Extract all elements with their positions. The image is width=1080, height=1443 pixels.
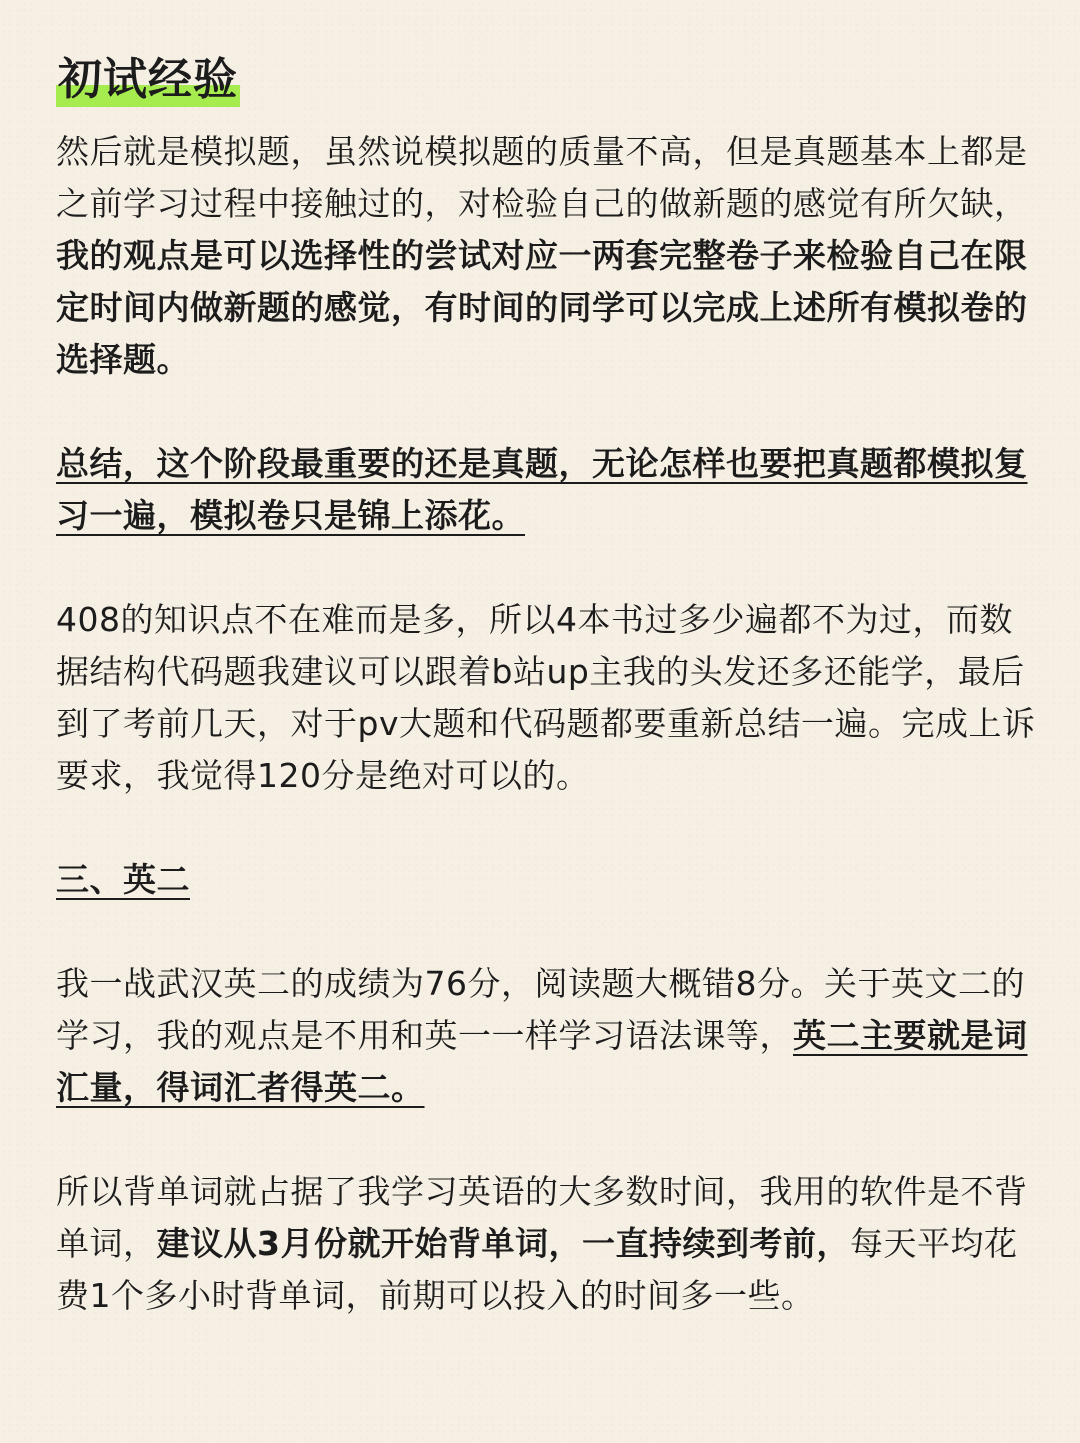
spacer	[56, 802, 1044, 854]
paragraph-bold-underline-text: 英二主要就是词汇量，得词汇者得英二。	[56, 1016, 1028, 1107]
paragraph-summary	[56, 438, 1044, 542]
paragraph-text: 408的知识点不在难而是多，所以4本书过多少遍都不为过，而数据结构代码题我建议可以跟着b站up主我的头发还多还能学，最后到了考前几天，对于pv大题和代码题都要重新总结一遍。完成上诉要求，我觉得120分是绝对可以的。	[56, 600, 1036, 795]
paragraph-text: 所以背单词就占据了我学习英语的大多数时间，我用的软件是不背单词，	[56, 1172, 1028, 1263]
summary-bold-underline-text: 总结，这个阶段最重要的还是真题，无论怎样也要把真题都模拟复习一遍，模拟卷只是锦上添花。	[56, 444, 1028, 535]
paragraph-text: 每天平均花费1个多小时背单词，前期可以投入的时间多一些。	[56, 1224, 1018, 1315]
section-title-english	[56, 854, 1044, 906]
spacer	[56, 542, 1044, 594]
spacer	[56, 1114, 1044, 1166]
paragraph-bold-text: 建议从3月份就开始背单词，一直持续到考前，	[156, 1224, 850, 1263]
paragraph-vocabulary	[56, 1166, 1044, 1322]
section-title-text: 三、英二	[56, 860, 190, 899]
paragraph-text: 然后就是模拟题，虽然说模拟题的质量不高，但是真题基本上都是之前学习过程中接触过的，对检验自己的做新题的感觉有所欠缺，	[56, 132, 1028, 223]
paragraph-english-score	[56, 958, 1044, 1114]
paragraph-bold-text: 我的观点是可以选择性的尝试对应一两套完整卷子来检验自己在限定时间内做新题的感觉，有时间的同学可以完成上述所有模拟卷的选择题。	[56, 236, 1028, 379]
spacer	[56, 906, 1044, 958]
paragraph-mock-exams	[56, 126, 1044, 386]
paragraph-text: 我一战武汉英二的成绩为76分，阅读题大概错8分。关于英文二的学习，我的观点是不用和英一一样学习语法课等，	[56, 964, 1025, 1055]
section-heading: 初试经验	[56, 48, 240, 112]
spacer	[56, 386, 1044, 438]
paragraph-408	[56, 594, 1044, 802]
